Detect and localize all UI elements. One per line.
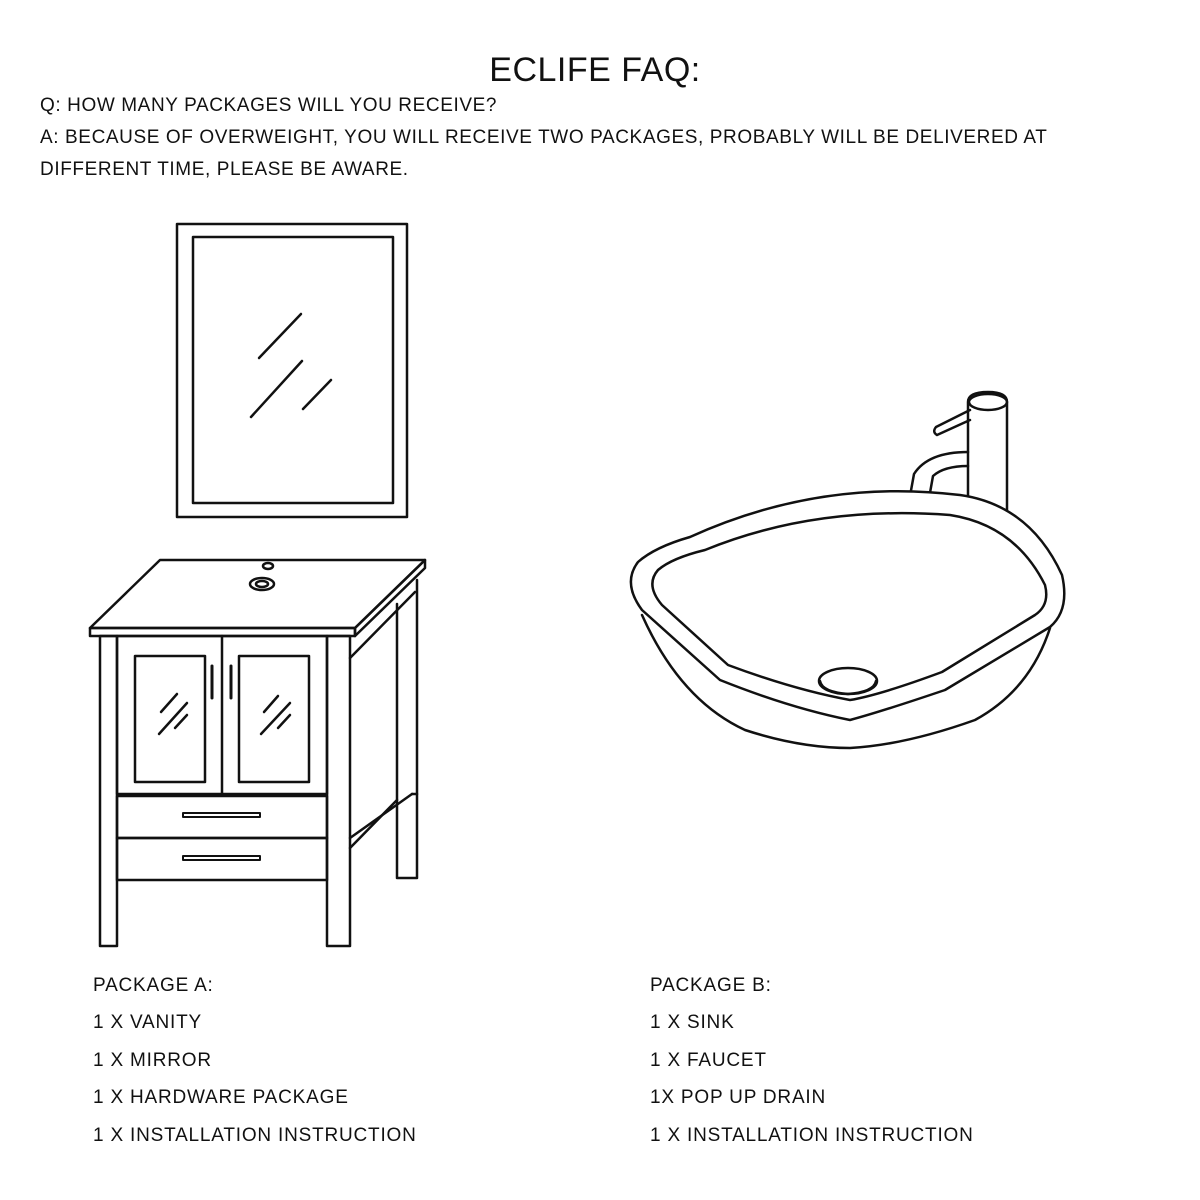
mirror-drawing (177, 224, 407, 517)
list-item: 1 X INSTALLATION INSTRUCTION (93, 1124, 417, 1146)
pop-up-drain-drawing (819, 668, 877, 694)
package-a-list (93, 1009, 417, 1150)
package-a-heading: PACKAGE A: (93, 975, 214, 996)
list-item: 1 X MIRROR (93, 1049, 212, 1071)
list-item: 1 X SINK (650, 1012, 735, 1033)
list-item: 1 X HARDWARE PACKAGE (93, 1087, 349, 1108)
list-item: 1 X VANITY (93, 1012, 203, 1033)
vessel-sink-drawing (631, 491, 1064, 748)
package-b-list (650, 1009, 974, 1150)
vanity-cabinet-drawing (90, 560, 425, 946)
faq-answer-text: A: BECAUSE OF OVERWEIGHT, YOU WILL RECEIVE TWO PACKAGES, PROBABLY WILL BE DELIVERED AT DIFFERENT TIME, PLEASE BE AWARE. (40, 127, 1048, 180)
package-b-heading: PACKAGE B: (650, 975, 772, 996)
list-item: 1 X INSTALLATION INSTRUCTION (650, 1124, 974, 1146)
package-b (650, 972, 974, 1159)
faq-question-text: Q: HOW MANY PACKAGES WILL YOU RECEIVE? (40, 95, 498, 116)
list-item: 1X POP UP DRAIN (650, 1087, 827, 1108)
package-a (93, 972, 417, 1159)
page-title: ECLIFE FAQ: (489, 50, 701, 89)
list-item: 1 X FAUCET (650, 1049, 767, 1071)
